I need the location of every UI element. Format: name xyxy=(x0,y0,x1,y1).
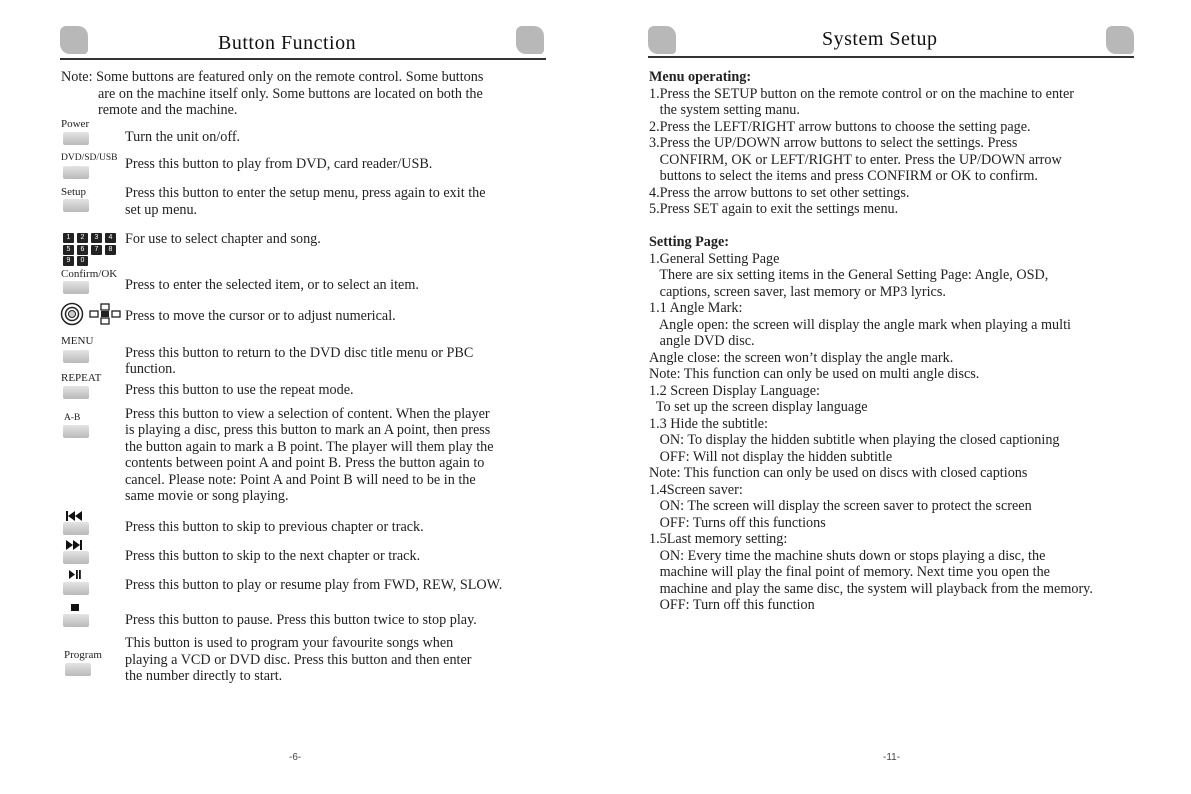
power-label: Power xyxy=(61,118,90,130)
menu-line: 5.Press SET again to exit the settings menu. xyxy=(649,201,899,217)
setting-line: machine and play the same disc, the system will playback from the memory. xyxy=(649,581,1093,597)
menu-line: buttons to select the items and press CONFIRM or OK to confirm. xyxy=(649,168,1038,184)
item-desc: Press this button to enter the setup menu, press again to exit the xyxy=(125,185,486,201)
item-desc: function. xyxy=(125,361,176,377)
setting-line: captions, screen saver, last memory or MP3 lyrics. xyxy=(649,284,946,300)
setup-label: Setup xyxy=(61,186,87,198)
left-page: Button Function Note: Some buttons are featured only on the remote control. Some buttons are on the machine itself only. Some buttons are located on both the remote and the machine. Power Turn the unit on/off. DVD/SD/USB Press this button to play from DVD, card reader/USB. Setup Press this button to enter the setup menu, press again to exit the set up menu. 1 2 3 4 5 6 7 8 9 0 For use to select chapter and song. Confirm/OK Press to enter the selected item, or to select an item. Press to move the cursor or to adjust numerical. MENU Press this button to return to the DVD disc title menu or PBC function. REPEAT Press this button to use the repeat mode. A-B Press this button to view a selection of content. When the player is playing a disc, press this button to mark an A point, then press the button again to mark a B point. The player will them play the contents between point A and point B. Press the button again to cancel. Please note: Point A and Point B will need to be in the same movie or song playing. Press this button to skip to previous chapter or track. Press this button to skip to the next chapter or track. Press this button to play or resume play from FWD, REW, SLOW. Press this button to pause. Press this button twice to stop play. Program This button is used to program your favourite songs when playing a VCD or DVD disc. Press this button and then enter the number directly to start. -6- xyxy=(0,0,595,794)
header-rule xyxy=(648,56,1134,58)
setting-line: ON: To display the hidden subtitle when playing the closed captioning xyxy=(649,432,1060,448)
previous-track-icon xyxy=(66,511,82,521)
program-label: Program xyxy=(64,649,102,661)
header-tab-left xyxy=(60,26,88,54)
header-tab-right xyxy=(1106,26,1134,54)
item-desc: Press this button to play from DVD, card reader/USB. xyxy=(125,156,433,172)
header-tab-right xyxy=(516,26,544,54)
setting-line: machine will play the final point of memory. Next time you open the xyxy=(649,564,1050,580)
stop-button xyxy=(63,614,89,627)
setting-line: 1.5Last memory setting: xyxy=(649,531,788,547)
note-line: are on the machine itself only. Some buttons are located on both the xyxy=(98,86,483,102)
item-desc: For use to select chapter and song. xyxy=(125,231,321,247)
note-line: remote and the machine. xyxy=(98,102,238,118)
setting-line: Angle close: the screen won’t display the angle mark. xyxy=(649,350,954,366)
item-desc: Press this button to play or resume play from FWD, REW, SLOW. xyxy=(125,577,503,593)
menu-line: 4.Press the arrow buttons to set other settings. xyxy=(649,185,910,201)
menu-line: CONFIRM, OK or LEFT/RIGHT to enter. Press the UP/DOWN arrow xyxy=(649,152,1062,168)
next-button xyxy=(63,551,89,564)
item-desc: Press to move the cursor or to adjust numerical. xyxy=(125,308,396,324)
confirm-ok-label: Confirm/OK xyxy=(61,268,118,280)
setting-line: 1.3 Hide the subtitle: xyxy=(649,416,769,432)
setting-line: To set up the screen display language xyxy=(649,399,868,415)
setting-line: Note: This function can only be used on discs with closed captions xyxy=(649,465,1028,481)
program-button xyxy=(65,663,91,676)
next-track-icon xyxy=(66,540,82,550)
item-desc: Press to enter the selected item, or to select an item. xyxy=(125,277,419,293)
setting-line: 1.General Setting Page xyxy=(649,251,780,267)
page-title: System Setup xyxy=(822,28,938,50)
setup-button xyxy=(63,199,89,212)
item-desc: Turn the unit on/off. xyxy=(125,129,241,145)
menu-line: 3.Press the UP/DOWN arrow buttons to select the settings. Press xyxy=(649,135,1018,151)
setting-line: 1.4Screen saver: xyxy=(649,482,743,498)
item-desc: same movie or song playing. xyxy=(125,488,289,504)
setting-line: OFF: Turn off this function xyxy=(649,597,815,613)
item-desc: cancel. Please note: Point A and Point B will need to be in the xyxy=(125,472,476,488)
item-desc: the button again to mark a B point. The player will them play the xyxy=(125,439,494,455)
setting-line: Note: This function can only be used on multi angle discs. xyxy=(649,366,980,382)
item-desc: Press this button to use the repeat mode. xyxy=(125,382,354,398)
previous-button xyxy=(63,522,89,535)
item-desc: Press this button to skip to the next chapter or track. xyxy=(125,548,421,564)
item-desc: Press this button to pause. Press this button twice to stop play. xyxy=(125,612,477,628)
menu-line: 1.Press the SETUP button on the remote control or on the machine to enter xyxy=(649,86,1075,102)
page-number: -6- xyxy=(289,752,302,763)
setting-line: ON: The screen will display the screen saver to protect the screen xyxy=(649,498,1032,514)
right-page xyxy=(596,0,1191,794)
section-heading: Menu operating: xyxy=(649,69,752,85)
setting-line: OFF: Will not display the hidden subtitle xyxy=(649,449,893,465)
dvd-sd-usb-label: DVD/SD/USB xyxy=(61,153,118,163)
menu-line: 2.Press the LEFT/RIGHT arrow buttons to choose the setting page. xyxy=(649,119,1031,135)
dvd-sd-usb-button xyxy=(63,166,89,179)
item-desc: contents between point A and point B. Press the button again to xyxy=(125,455,485,471)
item-desc: Press this button to view a selection of content. When the player xyxy=(125,406,490,422)
header-tab-left xyxy=(648,26,676,54)
header-rule xyxy=(60,58,546,60)
confirm-ok-button xyxy=(63,281,89,294)
setting-line: ON: Every time the machine shuts down or stops playing a disc, the xyxy=(649,548,1046,564)
a-b-label: A-B xyxy=(64,413,81,423)
a-b-button xyxy=(63,425,89,438)
menu-label: MENU xyxy=(61,335,94,347)
setting-line: 1.2 Screen Display Language: xyxy=(649,383,820,399)
item-desc: Press this button to return to the DVD disc title menu or PBC xyxy=(125,345,474,361)
menu-button xyxy=(63,350,89,363)
setting-line: There are six setting items in the General Setting Page: Angle, OSD, xyxy=(649,267,1049,283)
play-pause-icon xyxy=(69,570,81,579)
menu-line: the system setting manu. xyxy=(649,102,800,118)
page-number: -11- xyxy=(883,752,901,763)
power-button xyxy=(63,132,89,145)
navigation-arrows-icon xyxy=(60,302,122,326)
item-desc: playing a VCD or DVD disc. Press this button and then enter xyxy=(125,652,472,668)
page-title: Button Function xyxy=(218,32,357,54)
setting-line: 1.1 Angle Mark: xyxy=(649,300,743,316)
setting-line: angle DVD disc. xyxy=(649,333,755,349)
item-desc: This button is used to program your favourite songs when xyxy=(125,635,454,651)
play-pause-button xyxy=(63,582,89,595)
section-heading: Setting Page: xyxy=(649,234,729,250)
item-desc: set up menu. xyxy=(125,202,198,218)
repeat-button xyxy=(63,386,89,399)
item-desc: the number directly to start. xyxy=(125,668,283,684)
item-desc: is playing a disc, press this button to mark an A point, then press xyxy=(125,422,491,438)
item-desc: Press this button to skip to previous chapter or track. xyxy=(125,519,424,535)
setting-line: Angle open: the screen will display the angle mark when playing a multi xyxy=(649,317,1071,333)
setting-line: OFF: Turns off this functions xyxy=(649,515,826,531)
stop-icon xyxy=(71,604,79,611)
note-line: Note: Some buttons are featured only on the remote control. Some buttons xyxy=(61,69,484,85)
repeat-label: REPEAT xyxy=(61,372,102,384)
